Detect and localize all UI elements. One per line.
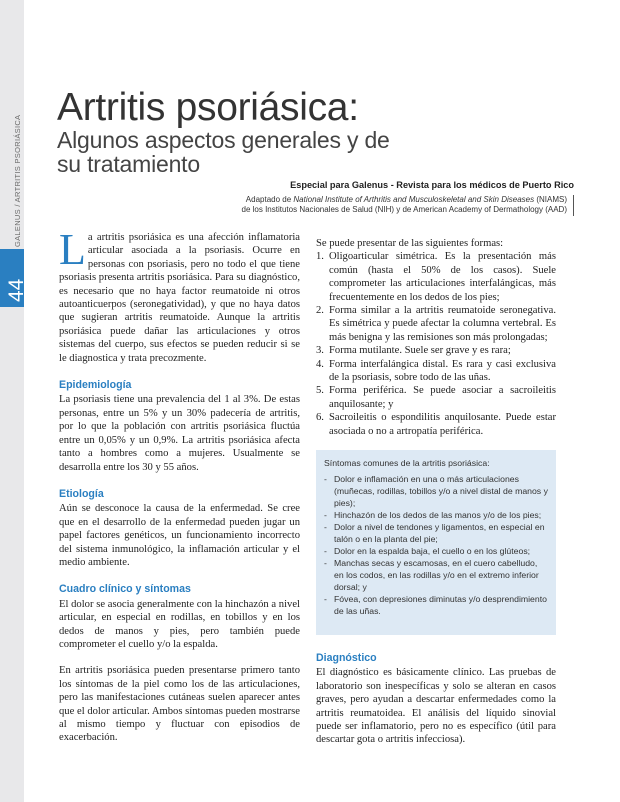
sintomas-list — [324, 473, 548, 617]
adapted-suffix: (NIAMS) de los Institutos Nacionales de Salud (NIH) y de American Academy of Dermathology (AAD) — [241, 195, 567, 215]
sintomas-box — [316, 450, 556, 635]
list-item: - Hinchazón de los dedos de las manos y/o de los pies; — [324, 510, 542, 520]
formas-list — [316, 250, 556, 438]
sintomas-box-title: Síntomas comunes de la artritis psoriásica: — [324, 458, 490, 468]
cuadro-text-2: En artritis psoriásica pueden presentarse primero tanto los síntomas de la piel como los de las articulaciones, pero las manifestaciones cutáneas suelen aparecer antes que el dolor articular. Ambos síntomas pueden mostrarse al mismo tiempo y fluctuar con episodios de exacerbación. — [59, 665, 300, 744]
list-item: - Dolor a nivel de tendones y ligamentos, en especial en talón o en la planta del pie; — [324, 522, 545, 544]
article-title: Artritis psoriásica: — [57, 86, 359, 129]
list-item: - Dolor en la espalda baja, el cuello o en los glúteos; — [324, 546, 531, 556]
right-column — [316, 237, 556, 438]
list-item: - Fóvea, con depresiones diminutas y/o desprendimiento de las uñas. — [324, 594, 547, 616]
article-subtitle: Algunos aspectos generales y de su tratamiento — [57, 127, 390, 177]
list-item: 5. Forma periférica. Se puede asociar a sacroileitis anquilosante; y — [316, 385, 556, 410]
list-item: 4. Forma interfalángica distal. Es rara y casi exclusiva de la psoriasis, sobre todo de las uñas. — [316, 358, 556, 384]
list-item: 3. Forma mutilante. Suele ser grave y es rara; — [316, 345, 511, 357]
epidemiologia-heading: Epidemiología — [59, 379, 132, 392]
etiologia-text: Aún se desconoce la causa de la enfermedad. Se cree que en el desarrollo de la enfermedad pueden jugar un papel factores genéticos, un funcionamiento incorrecto del sistema inmunológico, la inflamación articular y el medio ambiente. — [59, 503, 300, 568]
intro-text: a artritis psoriásica es una afección inflamatoria articular asociada a la psoriasis. Ocurre en personas con psoriasis, pero no todo el que tiene psoriasis presenta artritis psoriásica. Para su diagnóstico, es necesario que no haya factor reumatoide ni otros autoanticuerpos (seronegatividad), y que no haya datos que sugieran artritis reumatoide. Aunque la artritis psoriásica puede dañar las articulaciones y otros sistemas del cuerpo, sus efectos se pueden reducir si se le diagnostica y trata precozmente. — [59, 232, 300, 364]
left-column — [59, 225, 300, 745]
page-number: 44 — [5, 278, 28, 302]
adapted-source-name: National Institute of Arthritis and Musculoskeletal and Skin Diseases — [293, 195, 535, 204]
cuadro-text-1: El dolor se asocia generalmente con la hinchazón a nivel articular, en especial en rodillas, en tobillos y en los dedos de manos y pies, pero también puede comprometer el cuello y/o la espalda. — [59, 598, 300, 650]
diagnostico-heading: Diagnóstico — [316, 652, 377, 664]
running-header: GALENUS / ARTRITIS PSORIÁSICA — [13, 114, 22, 247]
epidemiologia-text: La psoriasis tiene una prevalencia del 1 al 3%. De estas personas, entre un 5% y un 30% padecería de artritis, por lo que la población con artritis psoriásica fluctúa entre un 0,05% y un 0,9%. La artritis psoriásica afecta tanto a hombres como a mujeres. Usualmente se desarrolla entre los 30 y 55 años. — [59, 394, 300, 473]
list-item: - Manchas secas y escamosas, en el cuero cabelludo, en los codos, en las rodillas y/o en el extremo inferior dorsal; y — [324, 558, 539, 592]
adapted-source — [237, 195, 574, 216]
list-item: 2. Forma similar a la artritis reumatoide seronegativa. Es simétrica y puede afectar la columna vertebral. Es más benigna y las remisiones son más prolongadas; — [316, 305, 556, 343]
list-item: - Dolor e inflamación en una o más articulaciones (muñecas, rodillas, tobillos y/o a nivel distal de manos y pies); — [324, 474, 548, 508]
drop-cap: L — [59, 225, 86, 274]
diagnostico-section — [316, 652, 556, 747]
formas-intro: Se puede presentar de las siguientes formas: — [316, 238, 504, 249]
intro-paragraph — [59, 225, 300, 365]
etiologia-heading: Etiología — [59, 487, 104, 500]
cuadro-heading: Cuadro clínico y síntomas — [59, 583, 191, 596]
list-item: 6. Sacroileitis o espondilitis anquilosante. Puede estar asociada o no a artropatía periférica. — [316, 412, 556, 437]
adapted-prefix: Adaptado de — [245, 195, 294, 204]
list-item: 1. Oligoarticular simétrica. Es la presentación más común (hasta el 50% de los casos). Suele comprometer las articulaciones interfalángicas, más frecuentemente en los dedos de los pies; — [316, 251, 556, 303]
diagnostico-text: El diagnóstico es básicamente clínico. Las pruebas de laboratorio son inespecíficas y solo se alteran en casos graves, pero ayudan a descartar enfermedades como la artritis reumatoidea. El análisis del líquido sinovial puede ser inflamatorio, pero no es específico (útil para descartar gota o artritis infecciosa). — [316, 667, 556, 746]
special-credit: Especial para Galenus - Revista para los médicos de Puerto Rico — [290, 180, 574, 190]
